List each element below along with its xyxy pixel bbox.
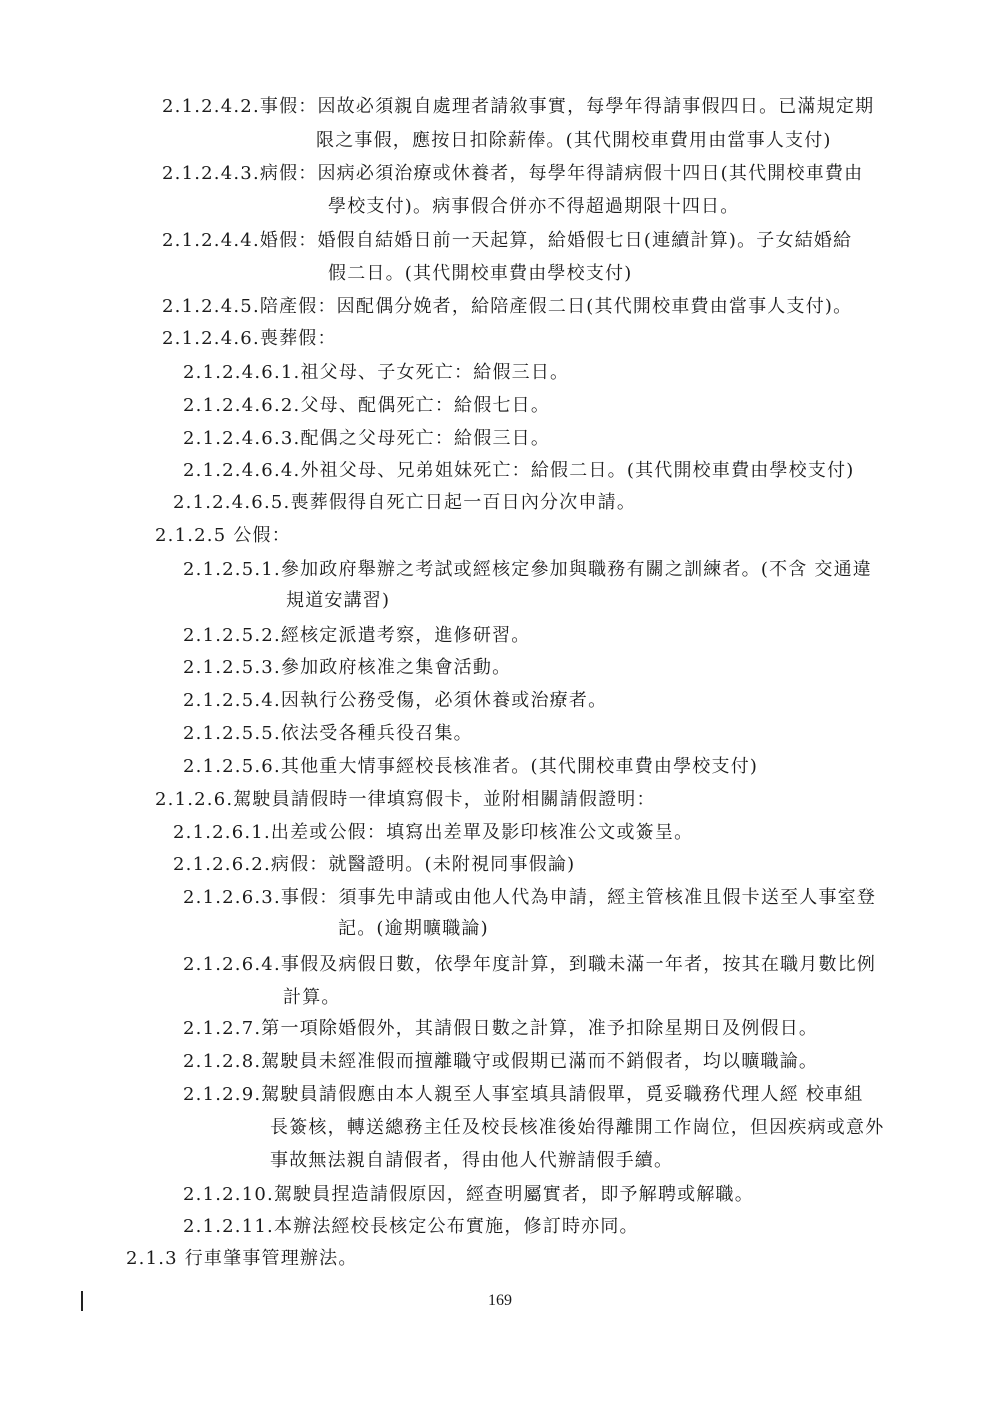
line-2-1-2-5-1: 2.1.2.5.1.參加政府舉辦之考試或經核定參加與職務有關之訓練者。(不含 交通違 bbox=[183, 559, 873, 580]
line-2-1-2-9: 2.1.2.9.駕駛員請假應由本人親至人事室填具請假單，覓妥職務代理人經 校車組 bbox=[183, 1084, 864, 1105]
line-2-1-2-10: 2.1.2.10.駕駛員捏造請假原因，經查明屬實者，即予解聘或解職。 bbox=[183, 1184, 754, 1205]
line-2-1-2-4-5: 2.1.2.4.5.陪產假：因配偶分娩者，給陪產假二日(其代開校車費由當事人支付)。 bbox=[162, 296, 853, 317]
line-2-1-2-9-cont-2: 事故無法親自請假者，得由他人代辦請假手續。 bbox=[270, 1150, 674, 1171]
line-2-1-3: 2.1.3 行車肇事管理辦法。 bbox=[126, 1248, 358, 1269]
line-2-1-2-4-2: 2.1.2.4.2.事假：因故必須親自處理者請敘事實，每學年得請事假四日。已滿規定期 bbox=[162, 96, 875, 117]
line-2-1-2-6-4: 2.1.2.6.4.事假及病假日數，依學年度計算，到職未滿一年者，按其在職月數比例 bbox=[183, 954, 877, 975]
line-2-1-2-4-2-cont: 限之事假，應按日扣除薪俸。(其代開校車費用由當事人支付) bbox=[316, 130, 832, 151]
line-2-1-2-6-3-cont: 記。(逾期曠職論) bbox=[338, 918, 489, 939]
line-2-1-2-8: 2.1.2.8.駕駛員未經准假而擅離職守或假期已滿而不銷假者，均以曠職論。 bbox=[183, 1051, 819, 1072]
line-2-1-2-6-4-cont: 計算。 bbox=[283, 987, 341, 1008]
line-2-1-2-6-3: 2.1.2.6.3.事假：須事先申請或由他人代為申請，經主管核准且假卡送至人事室登 bbox=[183, 887, 877, 908]
page-number: 169 bbox=[488, 1292, 512, 1309]
line-2-1-2-5-5: 2.1.2.5.5.依法受各種兵役召集。 bbox=[183, 723, 473, 744]
line-2-1-2-7: 2.1.2.7.第一項除婚假外，其請假日數之計算，准予扣除星期日及例假日。 bbox=[183, 1018, 819, 1039]
line-2-1-2-5-6: 2.1.2.5.6.其他重大情事經校長核准者。(其代開校車費由學校支付) bbox=[183, 756, 759, 777]
line-2-1-2-4-6-2: 2.1.2.4.6.2.父母、配偶死亡：給假七日。 bbox=[183, 395, 551, 416]
line-2-1-2-6-2: 2.1.2.6.2.病假：就醫證明。(未附視同事假論) bbox=[173, 854, 576, 875]
line-2-1-2-5: 2.1.2.5 公假： bbox=[155, 525, 291, 546]
line-2-1-2-4-3-cont: 學校支付)。病事假合併亦不得超過期限十四日。 bbox=[328, 196, 740, 217]
line-2-1-2-4-3: 2.1.2.4.3.病假：因病必須治療或休養者，每學年得請病假十四日(其代開校車費由 bbox=[162, 163, 864, 184]
line-2-1-2-4-4: 2.1.2.4.4.婚假：婚假自結婚日前一天起算，給婚假七日(連續計算)。子女結婚給 bbox=[162, 230, 853, 251]
line-2-1-2-9-cont-1: 長簽核，轉送總務主任及校長核准後始得離開工作崗位，但因疾病或意外 bbox=[270, 1117, 885, 1138]
line-2-1-2-5-4: 2.1.2.5.4.因執行公務受傷，必須休養或治療者。 bbox=[183, 690, 608, 711]
line-2-1-2-5-3: 2.1.2.5.3.參加政府核准之集會活動。 bbox=[183, 657, 512, 678]
line-2-1-2-6-1: 2.1.2.6.1.出差或公假：填寫出差單及影印核准公文或簽呈。 bbox=[173, 822, 694, 843]
line-2-1-2-4-4-cont: 假二日。(其代開校車費由學校支付) bbox=[328, 263, 633, 284]
line-2-1-2-11: 2.1.2.11.本辦法經校長核定公布實施，修訂時亦同。 bbox=[183, 1216, 639, 1237]
line-2-1-2-4-6-5: 2.1.2.4.6.5.喪葬假得自死亡日起一百日內分次申請。 bbox=[173, 492, 637, 513]
line-2-1-2-4-6-1: 2.1.2.4.6.1.祖父母、子女死亡：給假三日。 bbox=[183, 362, 570, 383]
line-2-1-2-6: 2.1.2.6.駕駛員請假時一律填寫假卡，並附相關請假證明： bbox=[155, 789, 656, 810]
line-2-1-2-5-1-cont: 規道安講習) bbox=[286, 590, 391, 611]
line-2-1-2-5-2: 2.1.2.5.2.經核定派遣考察，進修研習。 bbox=[183, 625, 531, 646]
line-2-1-2-4-6: 2.1.2.4.6.喪葬假： bbox=[162, 328, 337, 349]
line-2-1-2-4-6-4: 2.1.2.4.6.4.外祖父母、兄弟姐妹死亡：給假二日。(其代開校車費由學校支付) bbox=[183, 460, 855, 481]
line-2-1-2-4-6-3: 2.1.2.4.6.3.配偶之父母死亡：給假三日。 bbox=[183, 428, 551, 449]
